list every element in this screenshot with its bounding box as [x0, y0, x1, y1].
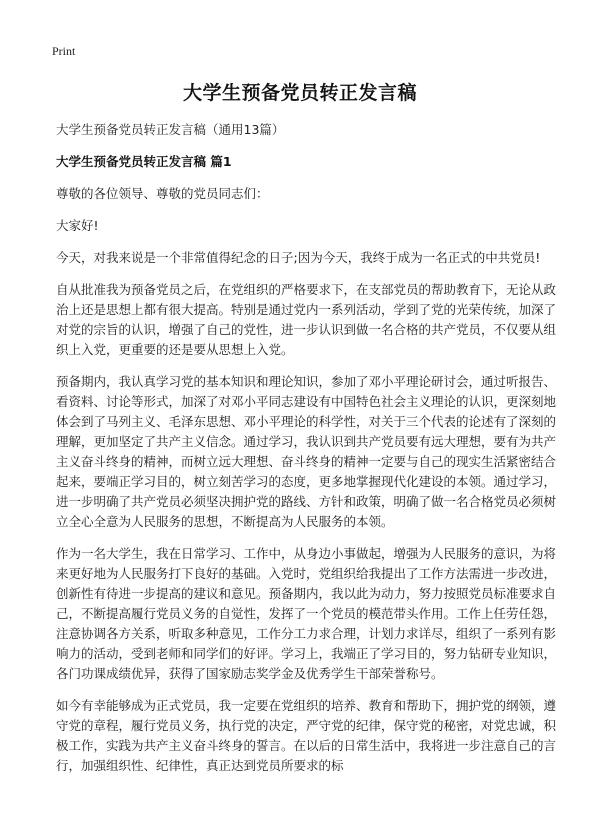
body-paragraph-4: 作为一名大学生，我在日常学习、工作中，从身边小事做起，增强为人民服务的意识，为将来更好地为人民服务打下良好的基础。入党时，党组织给我提出了工作方法需进一步改进，创新性有待进一步提高的建议和意见。预备期内，我以此为动力，努力按照党员标准要求自己，不断提高履行党员义务的自觉性，发挥了一个党员的模范带头作用。工作上任劳任怨，注意协调各方关系，听取多种意见，工作分工力求合理，计划力求详尽，组织了一系列有影响力的活动，受到老师和同学们的好评。学习上，我端正了学习目的，努力钻研专业知识，各门功课成绩优异，获得了国家励志奖学金及优秀学生干部荣誉称号。 [56, 546, 557, 681]
section-heading: 大学生预备党员转正发言稿 篇1 [56, 154, 232, 169]
document-subtitle: 大学生预备党员转正发言稿（通用13篇） [56, 122, 285, 137]
body-paragraph-3: 预备期内，我认真学习党的基本知识和理论知识，参加了邓小平理论研讨会，通过听报告、看资料、讨论等形式，加深了对邓小平同志建设有中国特色社会主义理论的认识，更深刻地体会到了马列主义、毛泽东思想、邓小平理论的科学性，对关于三个代表的论述有了深刻的理解，更加坚定了共产主义信念。通过学习，我认识到共产党员要有远大理想，要有为共产主义奋斗终身的精神，而树立远大理想、奋斗终身的精神一定要与自己的现实生活紧密结合起来，要端正学习目的，树立刻苦学习的态度，更多地掌握现代化建设的本领。通过学习，进一步明确了共产党员必须坚决拥护党的路线、方针和政策，明确了做一名合格党员必须树立全心全意为人民服务的思想，不断提高为人民服务的本领。 [56, 374, 557, 529]
print-label: Print [52, 44, 76, 58]
salutation-paragraph: 尊敬的各位领导、尊敬的党员同志们： [56, 186, 269, 201]
body-paragraph-1: 今天，对我来说是一个非常值得纪念的日子;因为今天，我终于成为一名正式的中共党员! [56, 250, 541, 265]
body-paragraph-5: 如今有幸能够成为正式党员，我一定要在党组织的培养、教育和帮助下，拥护党的纲领，遵守党的章程，履行党员义务，执行党的决定，严守党的纪律，保守党的秘密，对党忠诚，积极工作，实践为共产主义奋斗终身的誓言。在以后的日常生活中，我将进一步注意自己的言行，加强组织性、纪律性，真正达到党员所要求的标 [56, 698, 557, 773]
body-paragraph-2: 自从批准我为预备党员之后，在党组织的严格要求下，在支部党员的帮助教育下，无论从政治上还是思想上都有很大提高。特别是通过党内一系列活动，学到了党的光荣传统，加深了对党的宗旨的认识，增强了自己的党性，进一步认识到做一名合格的共产党员，不仅要从组织上入党，更重要的还是要从思想上入党。 [56, 282, 557, 357]
document-body [56, 120, 556, 788]
greeting-paragraph: 大家好! [56, 218, 99, 233]
page-title: 大学生预备党员转正发言稿 [182, 82, 417, 104]
